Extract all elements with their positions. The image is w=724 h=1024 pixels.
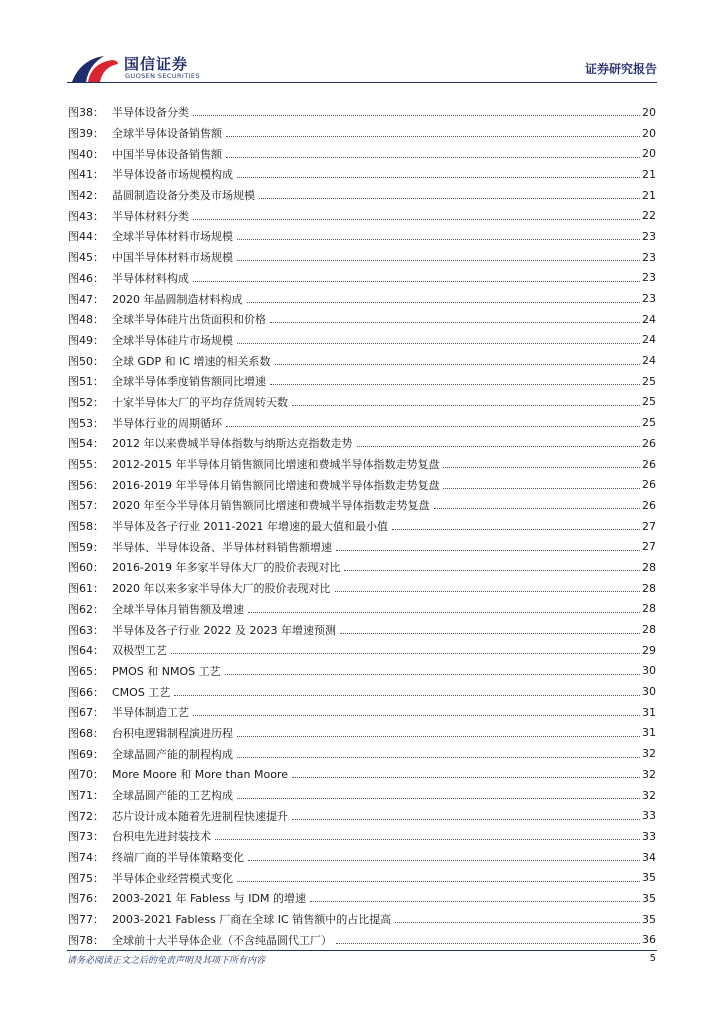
figure-page-number: 32 xyxy=(642,767,656,781)
figure-number: 图65： xyxy=(68,664,104,678)
toc-entry[interactable] xyxy=(68,226,656,247)
page-number: 5 xyxy=(649,953,656,964)
figure-number: 图60： xyxy=(68,561,104,575)
figure-number: 图45： xyxy=(68,251,104,265)
dot-leader xyxy=(193,114,640,116)
figure-number: 图42： xyxy=(68,189,104,203)
dot-leader xyxy=(292,404,640,406)
dot-leader xyxy=(357,445,641,447)
figure-title: 半导体设备市场规模构成 xyxy=(112,168,233,182)
figure-page-number: 27 xyxy=(642,519,656,533)
dot-leader xyxy=(237,238,640,240)
toc-entry[interactable] xyxy=(68,681,656,702)
figure-number: 图59： xyxy=(68,540,104,554)
dot-leader xyxy=(248,611,640,613)
figure-page-number: 23 xyxy=(642,271,656,285)
page-header xyxy=(0,0,724,90)
figure-page-number: 32 xyxy=(642,747,656,761)
report-type-label: 证券研究报告 xyxy=(584,62,657,76)
figure-number: 图49： xyxy=(68,333,104,347)
figure-title: CMOS 工艺 xyxy=(112,685,171,699)
toc-entry[interactable] xyxy=(68,143,656,164)
toc-entry[interactable] xyxy=(68,495,656,516)
toc-entry[interactable] xyxy=(68,805,656,826)
figure-page-number: 31 xyxy=(642,705,656,719)
dot-leader xyxy=(248,859,640,861)
toc-entry[interactable] xyxy=(68,599,656,620)
figure-page-number: 24 xyxy=(642,333,656,347)
figure-page-number: 23 xyxy=(642,250,656,264)
dot-leader xyxy=(193,280,640,282)
figure-title: 2003-2021 年 Fabless 与 IDM 的增速 xyxy=(112,892,306,906)
figure-number: 图44： xyxy=(68,230,104,244)
figure-title: 双极型工艺 xyxy=(112,644,167,658)
figure-list xyxy=(68,102,656,950)
dot-leader xyxy=(174,694,640,696)
figure-number: 图71： xyxy=(68,789,104,803)
figure-page-number: 28 xyxy=(642,560,656,574)
figure-title: 2012-2015 年半导体月销售额同比增速和费城半导体指数走势复盘 xyxy=(112,458,440,472)
toc-entry[interactable] xyxy=(68,288,656,309)
figure-title: 半导体、半导体设备、半导体材料销售额增速 xyxy=(112,540,332,554)
figure-page-number: 23 xyxy=(642,292,656,306)
figure-number: 图58： xyxy=(68,520,104,534)
figure-page-number: 20 xyxy=(642,105,656,119)
figure-number: 图61： xyxy=(68,582,104,596)
figure-title: 全球前十大半导体企业（不含纯晶圆代工厂） xyxy=(112,933,332,947)
figure-page-number: 28 xyxy=(642,623,656,637)
figure-number: 图78： xyxy=(68,933,104,947)
figure-number: 图57： xyxy=(68,499,104,513)
figure-number: 图43： xyxy=(68,209,104,223)
toc-entry[interactable] xyxy=(68,909,656,930)
toc-entry[interactable] xyxy=(68,454,656,475)
logo-text-en: GUOSEN SECURITIES xyxy=(125,72,200,80)
figure-title: 全球半导体材料市场规模 xyxy=(112,230,233,244)
toc-entry[interactable] xyxy=(68,785,656,806)
dot-leader xyxy=(226,135,640,137)
figure-title: PMOS 和 NMOS 工艺 xyxy=(112,664,221,678)
figure-number: 图47： xyxy=(68,292,104,306)
figure-page-number: 22 xyxy=(642,209,656,223)
figure-title: 2016-2019 年半导体月销售额同比增速和费城半导体指数走势复盘 xyxy=(112,478,440,492)
dot-leader xyxy=(344,569,640,571)
figure-title: 全球半导体季度销售额同比增速 xyxy=(112,375,266,389)
toc-entry[interactable] xyxy=(68,640,656,661)
figure-title: 半导体设备分类 xyxy=(112,106,189,120)
header-divider xyxy=(67,82,657,83)
figure-number: 图54： xyxy=(68,437,104,451)
toc-entry[interactable] xyxy=(68,702,656,723)
dot-leader xyxy=(237,176,640,178)
toc-entry[interactable] xyxy=(68,433,656,454)
figure-page-number: 26 xyxy=(642,498,656,512)
figure-page-number: 30 xyxy=(642,664,656,678)
figure-title: 全球晶圆产能的制程构成 xyxy=(112,747,233,761)
figure-page-number: 28 xyxy=(642,602,656,616)
figure-number: 图63： xyxy=(68,623,104,637)
toc-entry[interactable] xyxy=(68,723,656,744)
dot-leader xyxy=(237,756,640,758)
figure-title: 2003-2021 Fabless 厂商在全球 IC 销售额中的占比提高 xyxy=(112,913,392,927)
dot-leader xyxy=(237,735,640,737)
toc-entry[interactable] xyxy=(68,123,656,144)
figure-number: 图64： xyxy=(68,644,104,658)
dot-leader xyxy=(270,383,640,385)
dot-leader xyxy=(443,487,640,489)
figure-page-number: 26 xyxy=(642,436,656,450)
figure-title: 晶圆制造设备分类及市场规模 xyxy=(112,189,255,203)
figure-number: 图40： xyxy=(68,147,104,161)
figure-page-number: 28 xyxy=(642,581,656,595)
figure-title: 全球半导体月销售额及增速 xyxy=(112,602,244,616)
toc-entry[interactable] xyxy=(68,826,656,847)
figure-number: 图50： xyxy=(68,354,104,368)
figure-number: 图74： xyxy=(68,851,104,865)
figure-title: 全球晶圆产能的工艺构成 xyxy=(112,789,233,803)
figure-page-number: 26 xyxy=(642,457,656,471)
figure-title: 半导体制造工艺 xyxy=(112,706,189,720)
dot-leader xyxy=(226,425,640,427)
figure-title: 中国半导体设备销售额 xyxy=(112,147,222,161)
figure-number: 图76： xyxy=(68,892,104,906)
dot-leader xyxy=(193,714,640,716)
figure-page-number: 36 xyxy=(642,933,656,947)
toc-entry[interactable] xyxy=(68,268,656,289)
figure-page-number: 25 xyxy=(642,374,656,388)
dot-leader xyxy=(340,632,640,634)
dot-leader xyxy=(395,921,640,923)
toc-entry[interactable] xyxy=(68,164,656,185)
figure-number: 图72： xyxy=(68,809,104,823)
toc-entry[interactable] xyxy=(68,102,656,123)
figure-page-number: 20 xyxy=(642,126,656,140)
figure-title: 2016-2019 年多家半导体大厂的股价表现对比 xyxy=(112,561,341,575)
toc-entry[interactable] xyxy=(68,536,656,557)
figure-title: 半导体及各子行业 2011-2021 年增速的最大值和最小值 xyxy=(112,520,388,534)
toc-entry[interactable] xyxy=(68,867,656,888)
dot-leader xyxy=(193,218,640,220)
figure-title: 半导体行业的周期循环 xyxy=(112,416,222,430)
dot-leader xyxy=(247,301,641,303)
figure-page-number: 31 xyxy=(642,726,656,740)
figure-number: 图48： xyxy=(68,313,104,327)
figure-title: 十家半导体大厂的平均存货周转天数 xyxy=(112,395,288,409)
figure-page-number: 29 xyxy=(642,643,656,657)
figure-number: 图41： xyxy=(68,168,104,182)
figure-number: 图77： xyxy=(68,913,104,927)
figure-page-number: 21 xyxy=(642,167,656,181)
toc-entry[interactable] xyxy=(68,661,656,682)
figure-title: 2012 年以来费城半导体指数与纳斯达克指数走势 xyxy=(112,437,353,451)
toc-entry[interactable] xyxy=(68,247,656,268)
toc-entry[interactable] xyxy=(68,619,656,640)
figure-page-number: 21 xyxy=(642,188,656,202)
figure-title: 台积电先进封装技术 xyxy=(112,830,211,844)
figure-title: 终端厂商的半导体策略变化 xyxy=(112,851,244,865)
figure-number: 图51： xyxy=(68,375,104,389)
figure-number: 图69： xyxy=(68,747,104,761)
toc-entry[interactable] xyxy=(68,888,656,909)
figure-title: 全球半导体设备销售额 xyxy=(112,127,222,141)
dot-leader xyxy=(259,197,640,199)
figure-page-number: 24 xyxy=(642,312,656,326)
toc-entry[interactable] xyxy=(68,930,656,951)
dot-leader xyxy=(392,528,640,530)
dot-leader xyxy=(215,838,640,840)
dot-leader xyxy=(275,363,640,365)
dot-leader xyxy=(292,776,640,778)
toc-entry[interactable] xyxy=(68,578,656,599)
dot-leader xyxy=(237,259,640,261)
toc-entry[interactable] xyxy=(68,392,656,413)
figure-title: 半导体材料分类 xyxy=(112,209,189,223)
figure-title: 半导体企业经营模式变化 xyxy=(112,871,233,885)
footer-disclaimer: 请务必阅读正文之后的免责声明及其项下所有内容 xyxy=(67,956,266,966)
figure-number: 图70： xyxy=(68,768,104,782)
figure-number: 图56： xyxy=(68,478,104,492)
figure-number: 图46： xyxy=(68,271,104,285)
dot-leader xyxy=(310,900,640,902)
figure-page-number: 35 xyxy=(642,871,656,885)
figure-title: 半导体材料构成 xyxy=(112,271,189,285)
figure-page-number: 35 xyxy=(642,912,656,926)
dot-leader xyxy=(336,549,640,551)
guosen-logo xyxy=(70,50,200,86)
figure-page-number: 26 xyxy=(642,478,656,492)
figure-number: 图55： xyxy=(68,458,104,472)
figure-number: 图67： xyxy=(68,706,104,720)
toc-entry[interactable] xyxy=(68,847,656,868)
dot-leader xyxy=(443,466,640,468)
figure-page-number: 33 xyxy=(642,829,656,843)
dot-leader xyxy=(336,942,640,944)
figure-page-number: 24 xyxy=(642,354,656,368)
toc-entry[interactable] xyxy=(68,309,656,330)
figure-title: 全球半导体硅片市场规模 xyxy=(112,333,233,347)
toc-entry[interactable] xyxy=(68,764,656,785)
footer-divider xyxy=(67,950,657,951)
toc-entry[interactable] xyxy=(68,412,656,433)
figure-page-number: 30 xyxy=(642,685,656,699)
figure-page-number: 34 xyxy=(642,850,656,864)
figure-number: 图39： xyxy=(68,127,104,141)
dot-leader xyxy=(335,590,641,592)
figure-title: 芯片设计成本随着先进制程快速提升 xyxy=(112,809,288,823)
figure-title: 全球 GDP 和 IC 增速的相关系数 xyxy=(112,354,271,368)
figure-title: 2020 年晶圆制造材料构成 xyxy=(112,292,243,306)
figure-page-number: 32 xyxy=(642,788,656,802)
figure-page-number: 27 xyxy=(642,540,656,554)
figure-number: 图73： xyxy=(68,830,104,844)
toc-entry[interactable] xyxy=(68,350,656,371)
figure-number: 图53： xyxy=(68,416,104,430)
figure-page-number: 33 xyxy=(642,809,656,823)
figure-page-number: 23 xyxy=(642,229,656,243)
dot-leader xyxy=(434,507,641,509)
logo-text-cn: 国信证券 xyxy=(124,55,189,73)
figure-number: 图62： xyxy=(68,602,104,616)
figure-number: 图52： xyxy=(68,395,104,409)
figure-title: 台积电逻辑制程演进历程 xyxy=(112,726,233,740)
figure-number: 图75： xyxy=(68,871,104,885)
dot-leader xyxy=(225,673,640,675)
figure-title: 2020 年以来多家半导体大厂的股价表现对比 xyxy=(112,582,331,596)
dot-leader xyxy=(237,342,640,344)
toc-entry[interactable] xyxy=(68,557,656,578)
toc-entry[interactable] xyxy=(68,205,656,226)
figure-page-number: 25 xyxy=(642,416,656,430)
figure-page-number: 35 xyxy=(642,891,656,905)
dot-leader xyxy=(171,652,640,654)
figure-number: 图66： xyxy=(68,685,104,699)
toc-entry[interactable] xyxy=(68,330,656,351)
figure-title: More Moore 和 More than Moore xyxy=(112,768,289,782)
toc-entry[interactable] xyxy=(68,743,656,764)
figure-title: 全球半导体硅片出货面积和价格 xyxy=(112,313,266,327)
toc-entry[interactable] xyxy=(68,371,656,392)
toc-entry[interactable] xyxy=(68,516,656,537)
figure-title: 中国半导体材料市场规模 xyxy=(112,251,233,265)
dot-leader xyxy=(270,321,640,323)
dot-leader xyxy=(292,818,640,820)
figure-number: 图38： xyxy=(68,106,104,120)
figure-page-number: 25 xyxy=(642,395,656,409)
guosen-logo-icon xyxy=(70,52,120,84)
dot-leader xyxy=(237,880,640,882)
figure-title: 半导体及各子行业 2022 及 2023 年增速预测 xyxy=(112,623,336,637)
figure-title: 2020 年至今半导体月销售额同比增速和费城半导体指数走势复盘 xyxy=(112,499,430,513)
toc-entry[interactable] xyxy=(68,185,656,206)
dot-leader xyxy=(237,797,640,799)
figure-page-number: 20 xyxy=(642,147,656,161)
toc-entry[interactable] xyxy=(68,474,656,495)
dot-leader xyxy=(226,156,640,158)
figure-number: 图68： xyxy=(68,726,104,740)
